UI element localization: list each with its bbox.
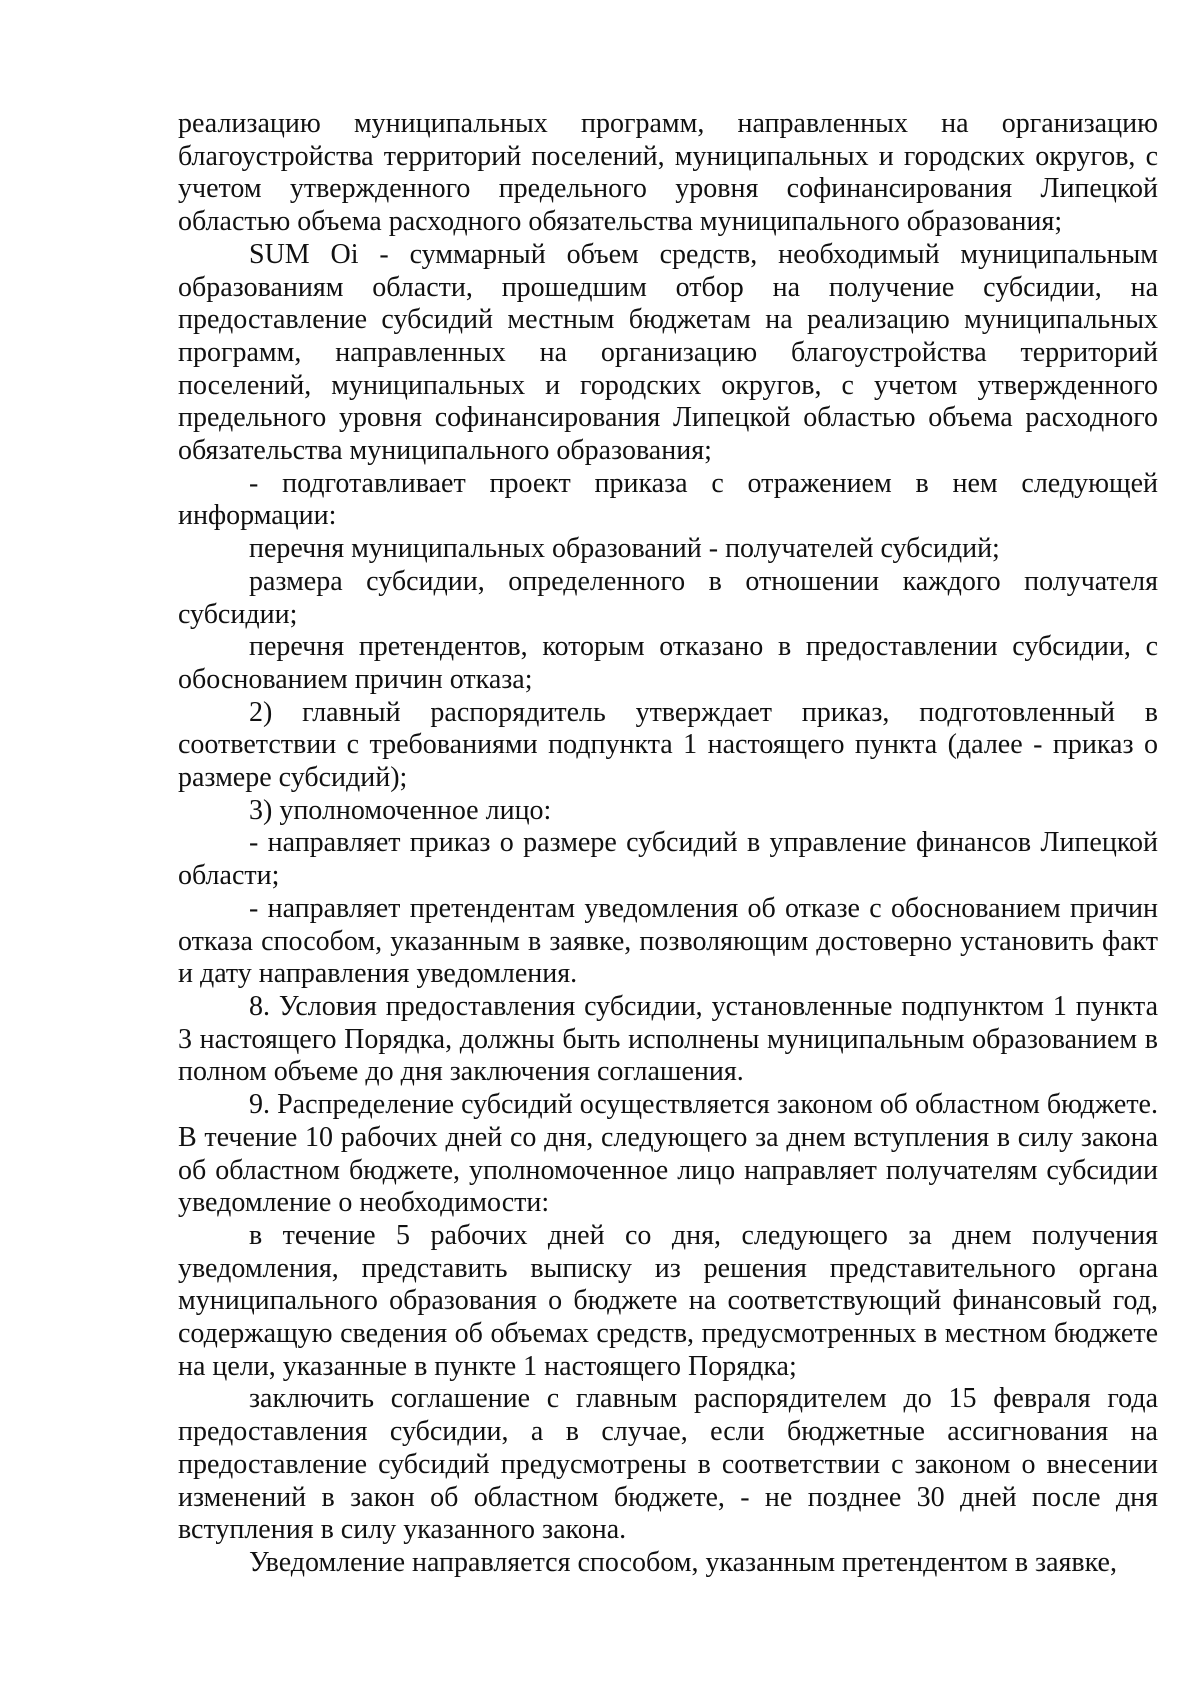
paragraph: SUM Oi - суммарный объем средств, необходимый муниципальным образованиям области, прошедшим отбор на получение субсидии, на предоставление субсидий местным бюджетам на реализацию муниципальных программ, направленных на организацию благоустройства территорий поселений, муниципальных и городских округов, с учетом утвержденного предельного уровня софинансирования Липецкой областью объема расходного обязательства муниципального образования; (178, 238, 1158, 467)
paragraph: реализацию муниципальных программ, направленных на организацию благоустройства территорий поселений, муниципальных и городских округов, с учетом утвержденного предельного уровня софинансирования Липецкой областью объема расходного обязательства муниципального образования; (178, 108, 1158, 238)
paragraph: размера субсидии, определенного в отношении каждого получателя субсидии; (178, 565, 1158, 630)
paragraph: - направляет приказ о размере субсидий в управление финансов Липецкой области; (178, 827, 1158, 892)
paragraph: 2) главный распорядитель утверждает приказ, подготовленный в соответствии с требованиями подпункта 1 настоящего пункта (далее - приказ о размере субсидий); (178, 696, 1158, 794)
paragraph: 3) уполномоченное лицо: (249, 794, 552, 826)
paragraph: 9. Распределение субсидий осуществляется законом об областном бюджете. В течение 10 рабочих дней со дня, следующего за днем вступления в силу закона об областном бюджете, уполномоченное лицо направляет получателям субсидии уведомление о необходимости: (178, 1089, 1158, 1219)
paragraph: перечня претендентов, которым отказано в предоставлении субсидии, с обоснованием причин отказа; (178, 631, 1158, 695)
paragraph: - подготавливает проект приказа с отражением в нем следующей информации: (178, 467, 1158, 532)
paragraph: 8. Условия предоставления субсидии, установленные подпунктом 1 пункта 3 настоящего Порядка, должны быть исполнены муниципальным образованием в полном объеме до дня заключения соглашения. (178, 990, 1158, 1088)
paragraph: перечня муниципальных образований - получателей субсидий; (249, 533, 1000, 565)
paragraph: заключить соглашение с главным распорядителем до 15 февраля года предоставления субсидии, а в случае, если бюджетные ассигнования на предоставление субсидий предусмотрены в соответствии с законом о внесении изменений в закон об областном бюджете, - не позднее 30 дней после дня вступления в силу указанного закона. (178, 1383, 1158, 1546)
document-page (178, 108, 1158, 1580)
paragraph: - направляет претендентам уведомления об отказе с обоснованием причин отказа способом, указанным в заявке, позволяющим достоверно установить факт и дату направления уведомления. (178, 892, 1158, 990)
paragraph: в течение 5 рабочих дней со дня, следующего за днем получения уведомления, представить выписку из решения представительного органа муниципального образования о бюджете на соответствующий финансовый год, содержащую сведения об объемах средств, предусмотренных в местном бюджете на цели, указанные в пункте 1 настоящего Порядка; (178, 1219, 1158, 1382)
paragraph: Уведомление направляется способом, указанным претендентом в заявке, (249, 1546, 1117, 1578)
